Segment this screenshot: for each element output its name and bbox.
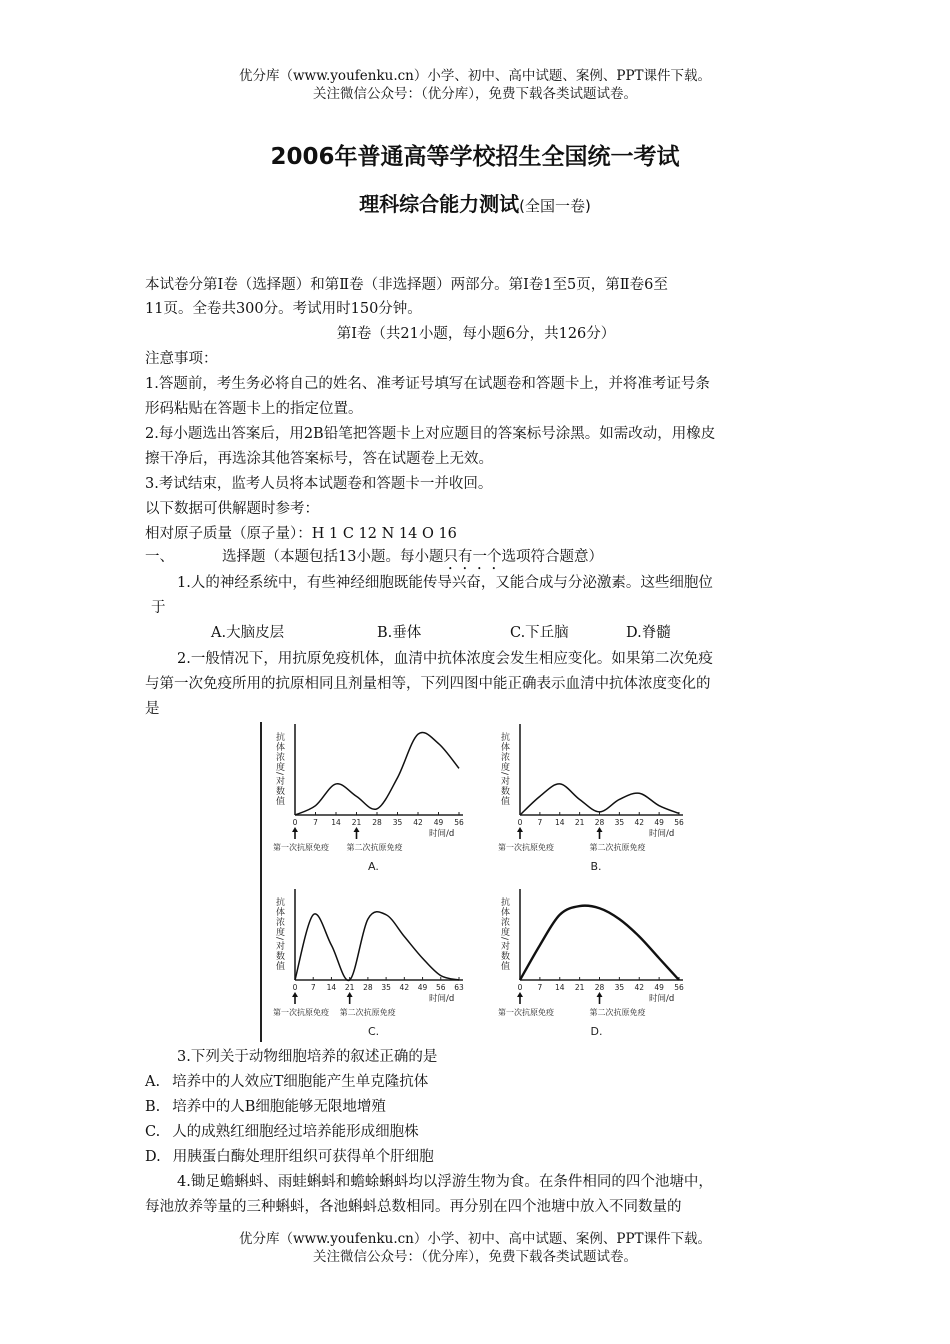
chart-c-panel-label: C.	[368, 1025, 380, 1038]
chart-b-tick-label: 28	[594, 818, 605, 827]
chart-c-tick-label: 14	[326, 983, 337, 992]
chart-a-tick-label: 28	[372, 818, 382, 827]
footer-line-1: 优分库（www.youfenku.cn）小学、初中、高中试题、案例、PPT课件下载。	[238, 1231, 712, 1247]
chart-b-tick-label: 14	[554, 818, 565, 827]
chart-d-tick-label: 7	[537, 983, 543, 992]
chart-a-panel-label: A.	[368, 860, 379, 873]
chart-c-ylabel: 抗体浓度/对数值	[274, 897, 284, 972]
atomic-mass-line: 相对原子质量（原子量）：H 1 C 12 N 14 O 16	[145, 526, 457, 542]
chart-c-arrow-1-label: 第一次抗原免疫	[273, 1008, 329, 1017]
q3-option-c-text: 人的成熟红细胞经过培养能形成细胞株	[172, 1124, 419, 1140]
part-1-text-b: 选项符合题意）	[501, 549, 603, 565]
q3-option-a-label: A.	[145, 1074, 161, 1090]
chart-a-arrow-1-head	[292, 827, 298, 832]
chart-b-arrow-2-label: 第二次抗原免疫	[589, 843, 646, 852]
q3-option-c	[145, 1120, 419, 1144]
q1-option-c: C.下丘脑	[510, 625, 569, 641]
q3-option-d-text: 用胰蛋白酶处理肝组织可获得单个肝细胞	[172, 1149, 434, 1165]
chart-a-tick-label: 0	[292, 818, 298, 827]
chart-d-tick-label: 14	[554, 983, 565, 992]
chart-a-tick-label: 35	[392, 818, 403, 827]
exam-subtitle	[0, 188, 950, 217]
header-line-1: 优分库（www.youfenku.cn）小学、初中、高中试题、案例、PPT课件下载。	[238, 68, 712, 84]
chart-a-tick-label: 14	[331, 818, 341, 827]
chart-c-arrow-2-label: 第二次抗原免疫	[339, 1008, 396, 1017]
intro-line-1: 本试卷分第Ⅰ卷（选择题）和第Ⅱ卷（非选择题）两部分。第Ⅰ卷1至5页，第Ⅱ卷6至	[145, 277, 668, 293]
q3-option-d-label: D.	[145, 1149, 161, 1165]
chart-d-tick-label: 0	[517, 983, 523, 992]
note-1-line-2: 形码粘贴在答题卡上的指定位置。	[145, 401, 363, 417]
chart-b-tick-label: 49	[654, 818, 664, 827]
q1-option-a: A.大脑皮层	[211, 625, 285, 641]
q2-line-3: 是	[145, 701, 160, 717]
exam-title: 2006年普通高等学校招生全国统一考试	[270, 144, 680, 170]
q3-option-a-text: 培养中的人效应T细胞能产生单克隆抗体	[172, 1074, 429, 1090]
note-3: 3.考试结束，监考人员将本试题卷和答题卡一并收回。	[145, 476, 493, 492]
part-1-text-a: 选择题（本题包括13小题。每小题	[222, 549, 444, 565]
chart-d-ylabel: 抗体浓度/对数值	[499, 897, 509, 972]
note-2-line-1: 2.每小题选出答案后，用2B铅笔把答题卡上对应题目的答案标号涂黑。如需改动，用橡皮	[145, 426, 716, 442]
chart-d-arrow-2-head	[597, 992, 603, 997]
chart-c-tick-label: 28	[363, 983, 373, 992]
part-1-emphasis: 只有一个	[443, 549, 502, 565]
chart-c-tick-label: 21	[344, 983, 355, 992]
chart-c-tick-label: 63	[454, 983, 464, 992]
chart-b-tick-label: 56	[674, 818, 684, 827]
q3-stem: 3.下列关于动物细胞培养的叙述正确的是	[177, 1049, 438, 1065]
q3-option-b-label: B.	[145, 1099, 161, 1115]
header-line-2: 关注微信公众号：（优分库），免费下载各类试题试卷。	[313, 86, 637, 102]
chart-a-series-line	[295, 732, 459, 815]
chart-a-tick-label: 56	[454, 818, 464, 827]
chart-b-series-line	[520, 784, 679, 815]
chart-d-tick-label: 42	[634, 983, 645, 992]
chart-d-tick-label: 56	[674, 983, 684, 992]
chart-a-tick-label: 21	[351, 818, 362, 827]
chart-b-panel-label: B.	[590, 860, 602, 873]
chart-d-xlabel: 时间/d	[649, 994, 675, 1004]
chart-b-tick-label: 7	[537, 818, 543, 827]
footer-line-2: 关注微信公众号：（优分库），免费下载各类试题试卷。	[313, 1249, 637, 1265]
chart-a-xlabel: 时间/d	[429, 829, 455, 839]
part-1-number: 一、	[145, 549, 174, 565]
chart-a-arrow-2-label: 第二次抗原免疫	[346, 843, 403, 852]
chart-a-tick-label: 42	[413, 818, 423, 827]
antibody-figure	[255, 720, 695, 1046]
chart-c-tick-label: 42	[399, 983, 410, 992]
chart-b-arrow-2-head	[597, 827, 603, 832]
q4-line-2: 每池放养等量的三种蝌蚪，各池蝌蚪总数相同。再分别在四个池塘中放入不同数量的	[145, 1199, 682, 1215]
chart-c-tick-label: 0	[292, 983, 298, 992]
chart-b-ylabel: 抗体浓度/对数值	[499, 732, 509, 807]
chart-b-arrow-1-label: 第一次抗原免疫	[498, 843, 554, 852]
chart-a-tick-label: 49	[433, 818, 444, 827]
chart-a-arrow-1-label: 第一次抗原免疫	[273, 843, 329, 852]
chart-a-arrow-2-head	[354, 827, 360, 832]
chart-c-xlabel: 时间/d	[429, 994, 455, 1004]
chart-c-tick-label: 35	[381, 983, 391, 992]
chart-d-series-line	[520, 906, 679, 980]
chart-a-ylabel: 抗体浓度/对数值	[274, 732, 284, 807]
chart-c-tick-label: 7	[310, 983, 316, 992]
q3-option-b-text: 培养中的人B细胞能够无限地增殖	[172, 1099, 386, 1115]
chart-a-tick-label: 7	[313, 818, 318, 827]
exam-subtitle-note: (全国一卷)	[519, 197, 591, 215]
section-heading: 第Ⅰ卷（共21小题，每小题6分，共126分）	[336, 326, 616, 342]
chart-d-tick-label: 49	[654, 983, 664, 992]
reference-line: 以下数据可供解题时参考：	[145, 501, 319, 517]
chart-d-panel-label: D.	[590, 1025, 603, 1038]
chart-b-tick-label: 35	[614, 818, 625, 827]
q1-line-1: 1.人的神经系统中，有些神经细胞既能传导兴奋，又能合成与分泌激素。这些细胞位	[177, 575, 713, 591]
chart-c-series-line	[295, 912, 459, 981]
chart-c-tick-label: 49	[417, 983, 428, 992]
chart-d-tick-label: 35	[614, 983, 625, 992]
q1-option-d: D.脊髓	[626, 625, 671, 641]
q2-line-1: 2.一般情况下，用抗原免疫机体，血清中抗体浓度会发生相应变化。如果第二次免疫	[177, 651, 713, 667]
chart-b-tick-label: 42	[634, 818, 645, 827]
chart-d-arrow-1-label: 第一次抗原免疫	[498, 1008, 554, 1017]
chart-b-xlabel: 时间/d	[649, 829, 675, 839]
q1-line-2: 于	[151, 600, 166, 616]
chart-c-arrow-1-head	[292, 992, 298, 997]
chart-d-tick-label: 28	[594, 983, 605, 992]
q3-option-d	[145, 1145, 434, 1169]
exam-subtitle-text: 理科综合能力测试	[359, 192, 520, 216]
q3-option-b	[145, 1095, 386, 1119]
chart-b-tick-label: 21	[574, 818, 585, 827]
q2-line-2: 与第一次免疫所用的抗原相同且剂量相等，下列四图中能正确表示血清中抗体浓度变化的	[145, 676, 711, 692]
q3-option-c-label: C.	[145, 1124, 161, 1140]
q1-option-b: B.垂体	[377, 625, 422, 641]
notes-title: 注意事项：	[145, 351, 218, 367]
part-1-heading	[145, 545, 603, 573]
chart-c-tick-label: 56	[436, 983, 446, 992]
q4-line-1: 4.锄足蟾蝌蚪、雨蛙蝌蚪和蟾蜍蝌蚪均以浮游生物为食。在条件相同的四个池塘中，	[177, 1174, 713, 1190]
chart-b-tick-label: 0	[517, 818, 523, 827]
note-1-line-1: 1.答题前，考生务必将自己的姓名、准考证号填写在试题卷和答题卡上，并将准考证号条	[145, 376, 710, 392]
chart-d-arrow-2-label: 第二次抗原免疫	[589, 1008, 646, 1017]
note-2-line-2: 擦干净后，再选涂其他答案标号，答在试题卷上无效。	[145, 451, 493, 467]
chart-d-arrow-1-head	[517, 992, 523, 997]
chart-c-arrow-2-head	[347, 992, 353, 997]
q3-option-a	[145, 1070, 428, 1094]
intro-line-2: 11页。全卷共300分。考试用时150分钟。	[145, 301, 422, 317]
chart-b-arrow-1-head	[517, 827, 523, 832]
chart-d-tick-label: 21	[574, 983, 585, 992]
